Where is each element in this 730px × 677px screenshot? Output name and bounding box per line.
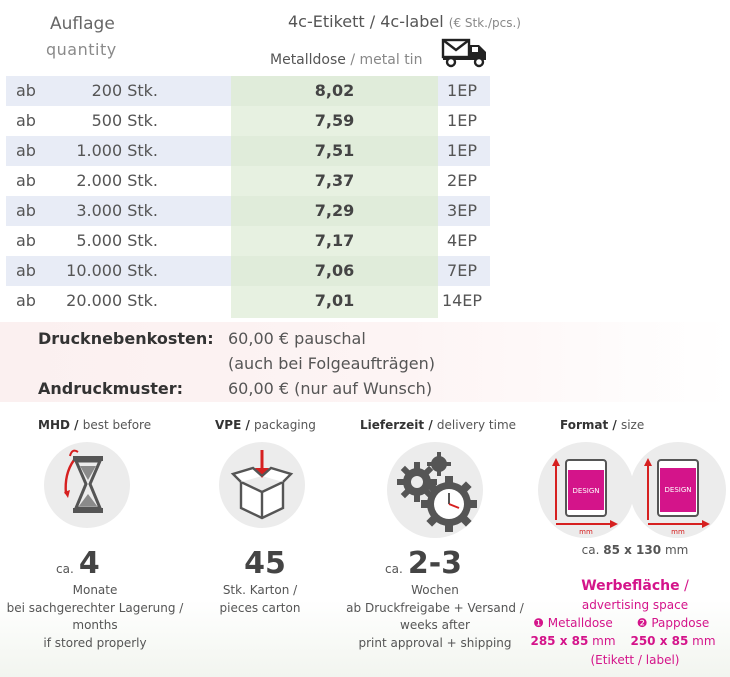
delivery-prefix: ca. [385,562,403,576]
ad-area-en: advertising space [581,598,689,612]
price-cell: 7,17 [314,231,355,250]
column-header-etikett [288,12,521,31]
format-size-value: 85 x 130 [603,543,662,557]
ep-cell: 3EP [447,201,477,220]
delivery-title-en: delivery time [436,418,517,432]
tin-design-text-2: DESIGN [664,486,692,494]
ep-cell: 4EP [447,231,477,250]
ab-label: ab [16,201,36,220]
ab-label: ab [16,171,36,190]
option2-label: ❷ Pappdose [636,616,710,630]
format-title-en: size [620,418,645,432]
druck-label: Drucknebenkosten: [38,329,214,348]
delivery-title-de: Lieferzeit / [360,418,433,432]
delivery-line4: print approval + shipping [358,636,512,650]
quantity-cell: 2.000 Stk. [76,171,158,190]
quantity-cell: 3.000 Stk. [76,201,158,220]
mail-truck-icon [441,38,489,68]
table-row [6,226,490,256]
column-header-auflage: Auflage [50,14,115,34]
hourglass-icon [44,442,130,528]
delivery-number: 2-3 [407,546,463,581]
column-header-metal-tin [270,52,422,68]
quantity-cell: 20.000 Stk. [66,291,158,310]
druck-note: (auch bei Folgeaufträgen) [228,354,435,373]
ep-cell: 7EP [447,261,477,280]
delivery-value [385,546,485,581]
mhd-title-en: best before [82,418,152,432]
ad-area-sep: / [679,578,689,594]
table-row [6,76,490,106]
mhd-number: 4 [78,546,100,581]
ab-label: ab [16,81,36,100]
vpe-line2: pieces carton [219,601,301,615]
ep-cell: 14EP [441,291,483,310]
option2-size [623,634,723,648]
delivery-title [360,418,516,432]
option1-size [523,634,623,648]
table-row [6,166,490,196]
format-size [545,543,725,557]
option1-label: ❶ Metalldose [533,616,613,630]
option1-size-unit: mm [592,634,616,648]
price-cell: 7,37 [314,171,355,190]
price-cell: 7,59 [314,111,355,130]
delivery-line1: Wochen [411,583,459,597]
delivery-line2: ab Druckfreigabe + Versand / [346,601,524,615]
price-cell: 7,01 [314,291,355,310]
format-title [560,418,644,432]
delivery-line3: weeks after [400,618,470,632]
tin-label-en: metal tin [359,52,423,68]
ab-label: ab [16,111,36,130]
ab-label: ab [16,141,36,160]
vpe-title-de: VPE / [215,418,250,432]
option1-size-value: 285 x 85 [530,634,589,648]
tin-separator: / [345,52,360,68]
vpe-line1: Stk. Karton / [222,583,298,597]
vpe-title-en: packaging [254,418,316,432]
mhd-line2: bei sachgerechter Lagerung / [6,601,184,615]
tin-design-text-1: DESIGN [572,487,600,495]
vpe-title [215,418,316,432]
mhd-line3: months [72,618,118,632]
mhd-title-de: MHD / [38,418,79,432]
ep-cell: 1EP [447,111,477,130]
etikett-title: 4c-Etikett / 4c-label [288,12,444,31]
vpe-number: 45 [244,546,286,581]
mhd-line4: if stored properly [43,636,147,650]
quantity-cell: 10.000 Stk. [66,261,158,280]
table-row [6,256,490,286]
ep-cell: 2EP [447,171,477,190]
mhd-title [38,418,151,432]
mhd-prefix: ca. [56,562,74,576]
quantity-cell: 5.000 Stk. [76,231,158,250]
table-row [6,286,490,316]
quantity-cell: 500 Stk. [91,111,158,130]
ep-cell: 1EP [447,81,477,100]
ep-cell: 1EP [447,141,477,160]
mm-label-2: mm [671,528,685,536]
format-size-unit: mm [664,543,689,557]
option2-size-unit: mm [692,634,716,648]
druck-value: 60,00 € pauschal [228,329,366,348]
table-row [6,136,490,166]
label-note: (Etikett / label) [590,653,680,667]
mhd-line1: Monate [72,583,118,597]
andruck-label: Andruckmuster: [38,379,184,398]
price-cell: 7,51 [314,141,355,160]
gears-clock-icon [387,442,483,538]
ab-label: ab [16,261,36,280]
price-cell: 7,06 [314,261,355,280]
tin-paper-icon [630,442,726,538]
option2-size-value: 250 x 85 [630,634,689,648]
mhd-value [56,546,136,581]
column-header-quantity: quantity [46,40,117,59]
tin-metal-icon [538,442,634,538]
quantity-cell: 1.000 Stk. [76,141,158,160]
table-row [6,196,490,226]
ab-label: ab [16,231,36,250]
quantity-cell: 200 Stk. [91,81,158,100]
mm-label-1: mm [579,528,593,536]
tin-label-de: Metalldose [270,52,346,68]
price-cell: 7,29 [314,201,355,220]
ab-label: ab [16,291,36,310]
price-cell: 8,02 [314,81,355,100]
ad-area-title [545,578,725,594]
box-icon [219,442,305,528]
format-size-prefix: ca. [581,543,600,557]
table-row [6,106,490,136]
andruck-value: 60,00 € (nur auf Wunsch) [228,379,433,398]
ad-area-de: Werbefläche [581,578,680,594]
etikett-unit: (€ Stk./pcs.) [448,16,521,30]
format-title-de: Format / [560,418,617,432]
